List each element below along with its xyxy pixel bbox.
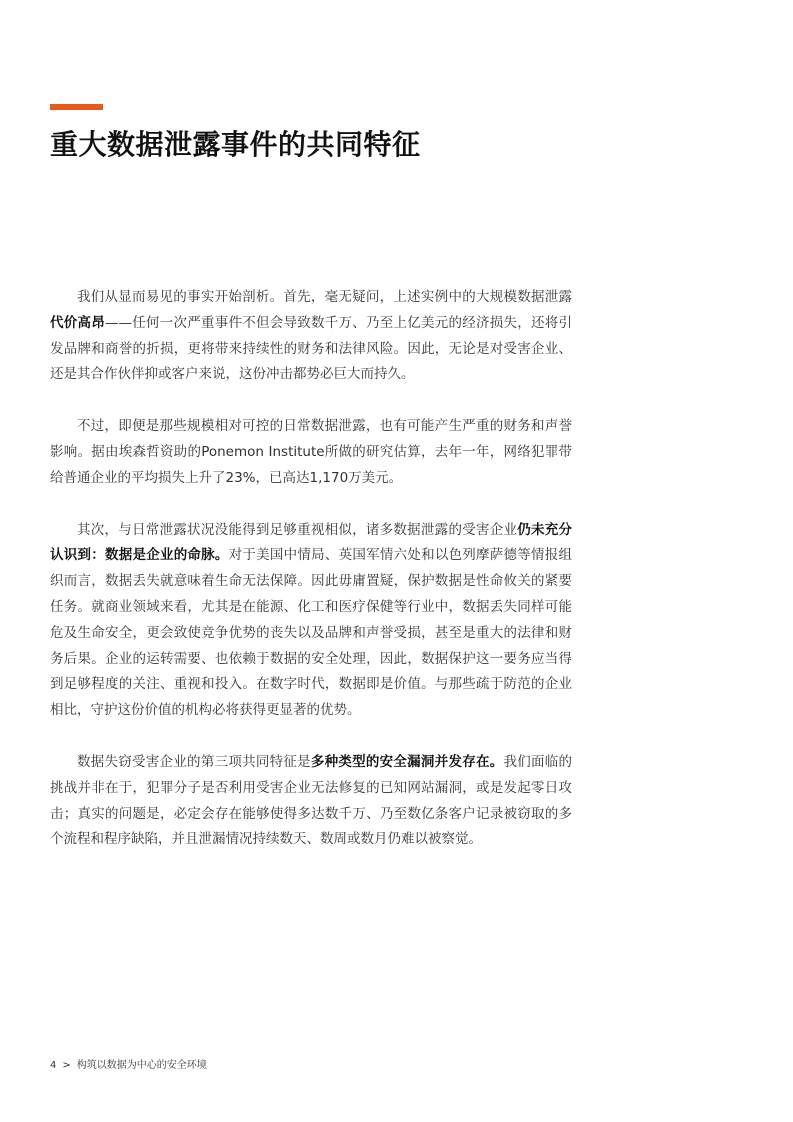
paragraph-4-text-2: 我们面临的挑战并非在于，犯罪分子是否利用受害企业无法修复的已知网站漏洞，或是发起零日攻击；真实的问题是，必定会存在能够使得多达数千万、乃至数亿条客户记录被窃取的多个流程和程序缺陷，并且泄漏情况持续数天、数周或数月仍难以被察觉。	[50, 753, 573, 848]
paragraph-3	[50, 518, 572, 724]
paragraph-2	[50, 414, 572, 491]
paragraph-4-text-1: 数据失窃受害企业的第三项共同特征是	[77, 753, 311, 770]
body-text	[50, 285, 572, 879]
title-accent-bar	[50, 104, 103, 110]
page-number: 4	[50, 1060, 57, 1071]
paragraph-3-text-1: 其次，与日常泄露状况没能得到足够重视相似，诸多数据泄露的受害企业	[77, 521, 518, 538]
page-footer	[50, 1058, 207, 1074]
paragraph-3-text-2: 对于美国中情局、英国军情六处和以色列摩萨德等情报组织而言，数据丢失就意味着生命无法保障。因此毋庸置疑，保护数据是性命攸关的紧要任务。就商业领域来看，尤其是在能源、化工和医疗保健等行业中，数据丢失同样可能危及生命安全，更会致使竞争优势的丧失以及品牌和声誉受损，甚至是重大的法律和财务后果。企业的运转需要、也依赖于数据的安全处理，因此，数据保护这一要务应当得到足够程度的关注、重视和投入。在数字时代，数据即是价值。与那些疏于防范的企业相比，守护这份价值的机构必将获得更显著的优势。	[50, 547, 573, 719]
paragraph-1-text-2: ——任何一次严重事件不但会导致数千万、乃至上亿美元的经济损失，还将引发品牌和商誉的折损，更将带来持续性的财务和法律风险。因此，无论是对受害企业、还是其合作伙伴抑或客户来说，这份冲击都势必巨大而持久。	[50, 314, 572, 383]
paragraph-1	[50, 285, 572, 388]
paragraph-4-bold-1: 多种类型的安全漏洞并发存在。	[310, 753, 504, 770]
paragraph-4	[50, 750, 572, 853]
page-title: 重大数据泄露事件的共同特征	[50, 128, 421, 161]
paragraph-1-bold-1: 代价高昂	[50, 314, 105, 331]
paragraph-1-text-1: 我们从显而易见的事实开始剖析。首先，毫无疑问，上述实例中的大规模数据泄露	[77, 289, 572, 305]
footer-separator: >	[62, 1060, 71, 1071]
paragraph-2-text-1: 不过，即便是那些规模相对可控的日常数据泄露，也有可能产生严重的财务和声誉影响。据由埃森哲资助的Ponemon Institute所做的研究估算，去年一年，网络犯罪带给普通企业的平均损失上升了23%，已高达1,170万美元。	[50, 418, 572, 486]
footer-document-title: 构筑以数据为中心的安全环境	[76, 1060, 207, 1071]
paragraph-3-bold-1: 仍未充分认识到：数据是企业的命脉。	[50, 521, 573, 564]
